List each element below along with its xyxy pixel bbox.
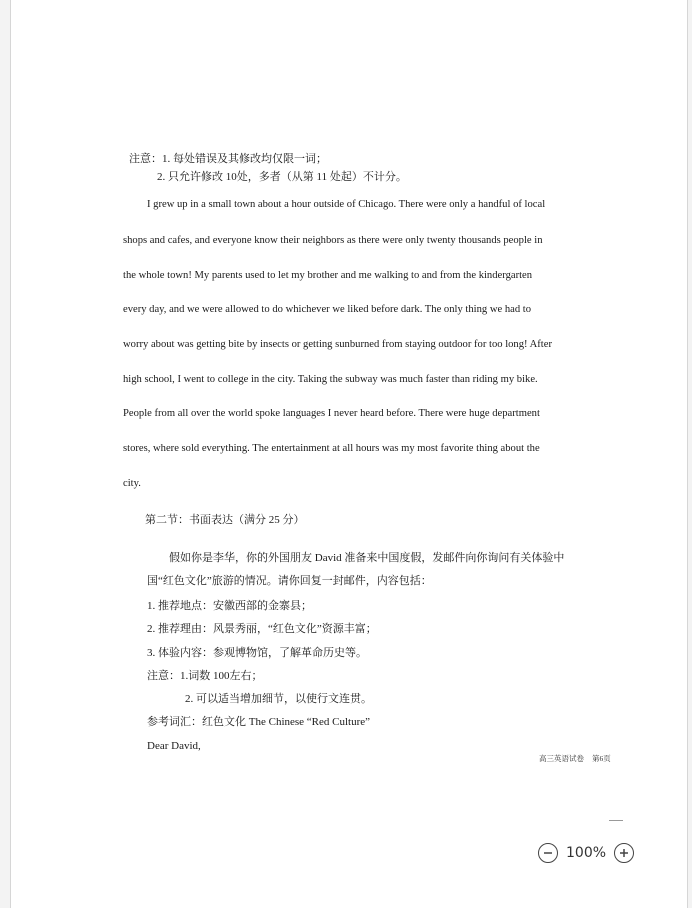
document-page [10,0,688,908]
task-line: 1. 推荐地点：安徽西部的金寨县； [147,600,312,612]
task-line: 2. 可以适当增加细节，以使行文连贯。 [185,693,372,705]
scan-mark [609,820,623,821]
task-line: 参考词汇：红色文化 The Chinese “Red Culture” [147,716,371,728]
passage-line: shops and cafes, and everyone know their neighbors as there were only twenty thousands people in [123,235,543,246]
section-title: 第二节：书面表达（满分 25 分） [145,514,305,526]
page-footer [539,753,619,764]
passage-line: worry about was getting bite by insects or getting sunburned from staying outdoor for too long! After [123,339,552,350]
task-line: Dear David, [147,740,201,752]
passage-line: high school, I went to college in the city. Taking the subway was much faster than riding my bike. [123,374,538,385]
zoom-out-button[interactable] [538,843,558,863]
task-line: 注意：1.词数 100左右； [147,670,263,682]
passage-line: stores, where sold everything. The entertainment at all hours was my most favorite thing about the [123,443,540,454]
note-line-1: 注意：1. 每处错误及其修改均仅限一词； [129,153,327,165]
zoom-level: 100% [566,845,607,861]
task-line: 假如你是李华，你的外国朋友 David 准备来中国度假，发邮件向你询问有关体验中 [169,552,565,564]
plus-circle-icon [619,848,629,858]
footer-exam-label: 高三英语试卷 [539,754,584,763]
task-line: 国“红色文化”旅游的情况。请你回复一封邮件，内容包括： [147,575,432,587]
task-line: 2. 推荐理由：风景秀丽，“红色文化”资源丰富； [147,623,377,635]
passage-line: every day, and we were allowed to do whichever we liked before dark. The only thing we had to [123,304,532,315]
passage-line: city. [123,478,141,489]
passage-line: the whole town! My parents used to let my brother and me walking to and from the kindergarten [123,270,533,281]
passage-line: I grew up in a small town about a hour outside of Chicago. There were only a handful of local [147,199,546,210]
note-line-2: 2. 只允许修改 10处，多者（从第 11 处起）不计分。 [157,171,407,183]
footer-page-number: 第6页 [592,754,611,763]
minus-circle-icon [543,848,553,858]
zoom-control [538,840,634,866]
passage-line: People from all over the world spoke languages I never heard before. There were huge department [123,408,540,419]
task-line: 3. 体验内容：参观博物馆，了解革命历史等。 [147,647,367,659]
zoom-in-button[interactable] [614,843,634,863]
